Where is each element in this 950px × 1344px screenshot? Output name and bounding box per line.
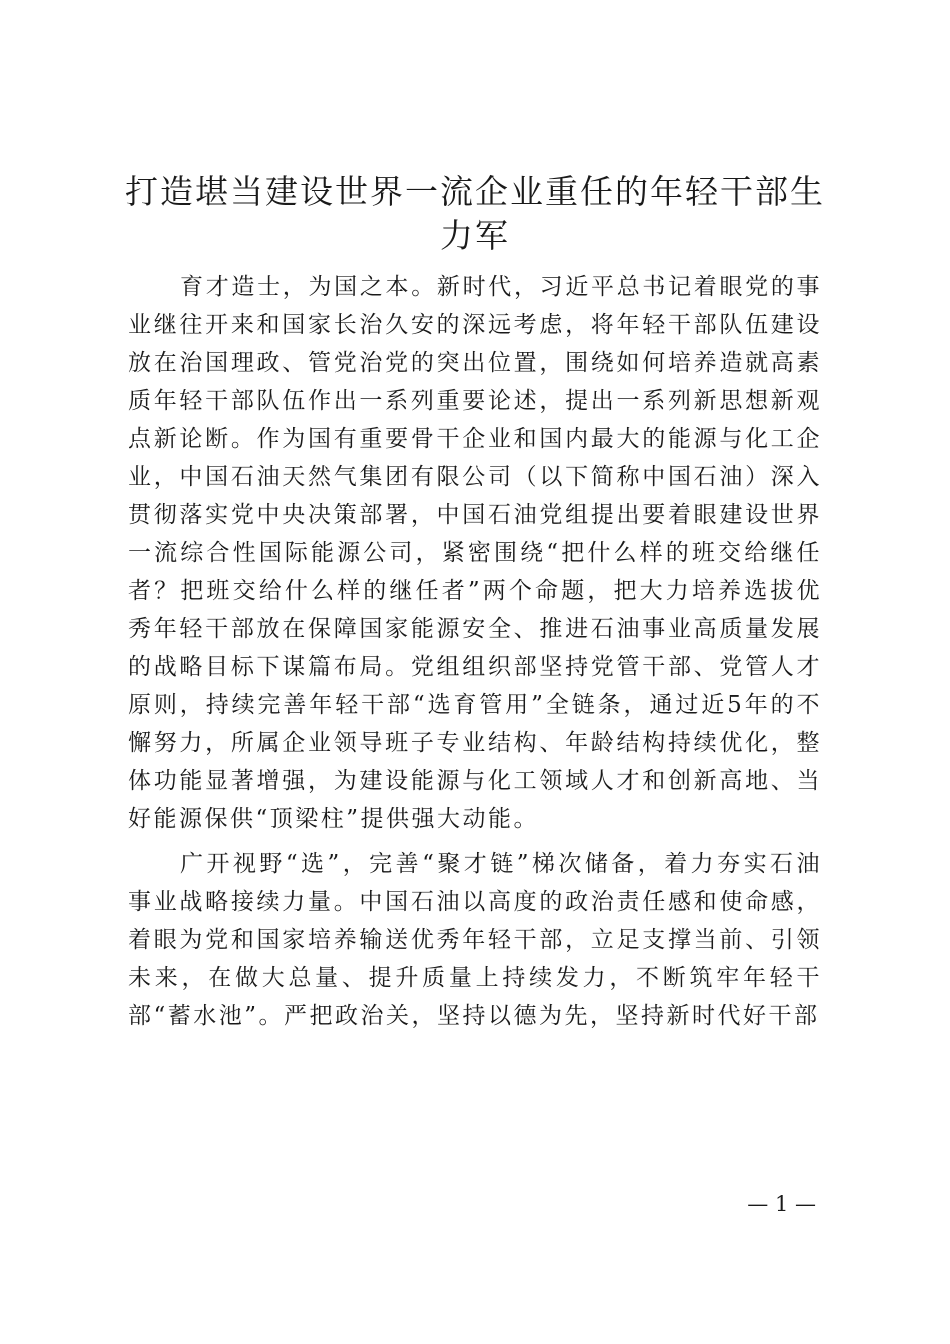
document-body (128, 268, 822, 1042)
paragraph-1: 育才造士，为国之本。新时代，习近平总书记着眼党的事业继往开来和国家长治久安的深远考虑，将年轻干部队伍建设放在治国理政、管党治党的突出位置，围绕如何培养造就高素质年轻干部队伍作出一系列重要论述，提出一系列新思想新观点新论断。作为国有重要骨干企业和国内最大的能源与化工企业，中国石油天然气集团有限公司（以下简称中国石油）深入贯彻落实党中央决策部署，中国石油党组提出要着眼建设世界一流综合性国际能源公司，紧密围绕“把什么样的班交给继任者？把班交给什么样的继任者”两个命题，把大力培养选拔优秀年轻干部放在保障国家能源安全、推进石油事业高质量发展的战略目标下谋篇布局。党组组织部坚持党管干部、党管人才原则，持续完善年轻干部“选育管用”全链条，通过近5年的不懈努力，所属企业领导班子专业结构、年龄结构持续优化，整体功能显著增强，为建设能源与化工领域人才和创新高地、当好能源保供“顶梁柱”提供强大动能。 (128, 274, 822, 832)
document-title: 打造堪当建设世界一流企业重任的年轻干部生力军 (125, 172, 825, 255)
page-number: — 1 — (747, 1192, 816, 1216)
paragraph-2: 广开视野“选”，完善“聚才链”梯次储备，着力夯实石油事业战略接续力量。中国石油以高度的政治责任感和使命感，着眼为党和国家培养输送优秀年轻干部，立足支撑当前、引领未来，在做大总量、提升质量上持续发力，不断筑牢年轻干部“蓄水池”。严把政治关，坚持以德为先，坚持新时代好干部 (128, 851, 822, 1029)
